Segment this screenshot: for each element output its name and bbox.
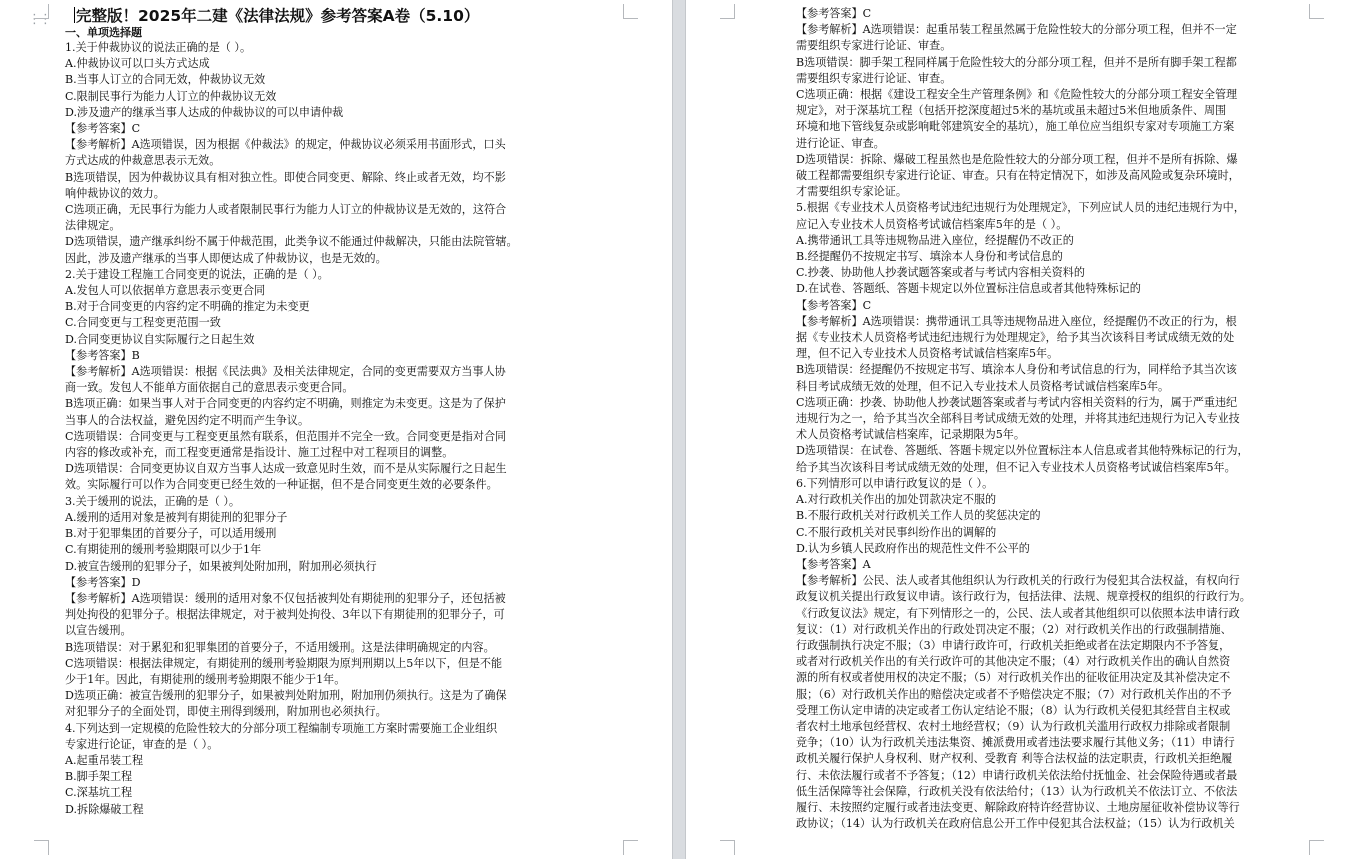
text-line[interactable]: 竞争；（10）认为行政机关违法集资、摊派费用或者违法要求履行其他义务；（11）申请行 <box>796 736 1235 750</box>
text-line[interactable]: 服；（6）对行政机关作出的赔偿决定或者不予赔偿决定不服；（7）对行政机关作出的不予 <box>796 687 1232 701</box>
text-line[interactable]: 【参考解析】A选项错误：携带通讯工具等违规物品进入座位，经提醒仍不改正的行为，根 <box>796 314 1237 328</box>
text-line[interactable]: C.深基坑工程 <box>65 786 133 800</box>
text-line[interactable]: 专家进行论证，审查的是（ ）。 <box>65 737 219 751</box>
text-line[interactable]: 【参考解析】公民、法人或者其他组织认为行政机关的行政行为侵犯其合法权益，有权向行 <box>796 574 1240 588</box>
text-line[interactable]: 环境和地下管线复杂或影响毗邻建筑安全的基坑），施工单位应当组织专家对专项施工方案 <box>796 120 1235 134</box>
text-line[interactable]: 科目考试成绩无效的处理，但不记入专业技术人员资格考试诚信档案库5年。 <box>796 379 1170 393</box>
text-line[interactable]: 政机关履行保护人身权利、财产权利、受教育 利等合法权益的法定职责，行政机关拒绝履 <box>796 752 1233 766</box>
page-corner-mark <box>623 4 638 19</box>
text-line[interactable]: D.被宣告缓刑的犯罪分子，如果被判处附加刑，附加刑必须执行 <box>65 559 377 573</box>
text-line[interactable]: A.发包人可以依据单方意思表示变更合同 <box>65 284 266 298</box>
text-line[interactable]: 响仲裁协议的效力。 <box>65 186 165 200</box>
text-line[interactable]: 才需要组织专家论证。 <box>796 185 907 199</box>
text-line[interactable]: B选项错误：脚手架工程同样属于危险性较大的分部分项工程，但并不是所有脚手架工程都 <box>796 55 1237 69</box>
text-line[interactable]: 据《专业技术人员资格考试违纪违规行为处理规定》，给予其当次该科目考试成绩无效的处 <box>796 331 1235 345</box>
document-title-text[interactable]: 完整版！2025年二建《法律法规》参考答案A卷（5.10） <box>76 7 480 25</box>
text-line[interactable]: 源的所有权或者使用权的决定不服；（5）对行政机关作出的征收征用决定及其补偿决定不 <box>796 671 1231 685</box>
page-corner-mark <box>1309 840 1324 855</box>
text-line[interactable]: 违规行为之一，给予其当次全部科目考试成绩无效的处理，并将其违纪违规行为记入专业技 <box>796 412 1240 426</box>
page-2-text-body <box>796 6 1295 832</box>
document-page-2 <box>686 0 1358 859</box>
text-line[interactable]: D.涉及遗产的继承当事人达成的仲裁协议的可以申请仲裁 <box>65 105 344 119</box>
text-line[interactable]: D.在试卷、答题纸、答题卡规定以外位置标注信息或者其他特殊标记的 <box>796 282 1141 296</box>
text-line[interactable]: 2.关于建设工程施工合同变更的说法，正确的是（ ）。 <box>65 267 329 281</box>
text-line[interactable]: 【参考答案】A <box>796 557 871 571</box>
text-cursor <box>74 7 75 23</box>
text-line[interactable]: B选项错误：对于累犯和犯罪集团的首要分子，不适用缓刑。这是法律明确规定的内容。 <box>65 640 495 654</box>
text-line[interactable]: C选项正确：根据《建设工程安全生产管理条例》和《危险性较大的分部分项工程安全管理 <box>796 88 1238 102</box>
text-line[interactable]: 《行政复议法》规定，有下列情形之一的，公民、法人或者其他组织可以依照本法申请行政 <box>796 606 1240 620</box>
page-corner-mark <box>1309 4 1324 19</box>
text-line[interactable]: 行、未依法履行或者不予答复；（12）申请行政机关依法给付抚恤金、社会保险待遇或者最 <box>796 768 1238 782</box>
text-line[interactable]: 需要组织专家进行论证、审查。 <box>796 71 952 85</box>
text-line[interactable]: 【参考解析】A选项错误：缓刑的适用对象不仅包括被判处有期徒刑的犯罪分子，还包括被 <box>65 591 506 605</box>
text-line[interactable]: 履行、未按照约定履行或者违法变更、解除政府特许经营协议、土地房屋征收补偿协议等行 <box>796 800 1240 814</box>
text-line[interactable]: 低生活保障等社会保障，行政机关没有依法给付；（13）认为行政机关不依法订立、不依法 <box>796 784 1238 798</box>
text-line[interactable]: 1.关于仲裁协议的说法正确的是（ ）。 <box>65 41 252 54</box>
text-line[interactable]: C.不服行政机关对民事纠纷作出的调解的 <box>796 525 997 539</box>
page-corner-mark <box>720 4 735 19</box>
document-title[interactable] <box>73 6 588 26</box>
text-line[interactable]: A.仲裁协议可以口头方式达成 <box>65 57 210 71</box>
page-1-text-body <box>65 40 588 818</box>
text-line[interactable]: 复议：（1）对行政机关作出的行政处罚决定不服；（2）对行政机关作出的行政强制措施、 <box>796 622 1232 636</box>
text-line[interactable]: B选项正确：如果当事人对于合同变更的内容约定不明确，则推定为未变更。这是为了保护 <box>65 397 506 411</box>
text-line[interactable]: 法律规定。 <box>65 219 121 233</box>
text-line[interactable]: 应记入专业技术人员资格考试诚信档案库5年的是（ ）。 <box>796 217 1068 231</box>
text-line[interactable]: 受理工伤认定申请的决定或者工伤认定结论不服；（8）认为行政机关侵犯其经营自主权或 <box>796 703 1231 717</box>
text-line[interactable]: 少于1年。因此，有期徒刑的缓刑考验期限不能少于1年。 <box>65 672 346 686</box>
text-line[interactable]: C选项正确：抄袭、协助他人抄袭试题答案或者与考试内容相关资料的行为，属于严重违纪 <box>796 395 1238 409</box>
text-line[interactable]: D选项正确：被宣告缓刑的犯罪分子，如果被判处附加刑，附加刑仍须执行。这是为了确保 <box>65 689 507 703</box>
text-line[interactable]: 当事人的合法权益，避免因约定不明而产生争议。 <box>65 413 310 427</box>
text-line[interactable]: 破工程都需要组织专家进行论证、审查。只有在特定情况下，如涉及高风险或复杂环境时， <box>796 169 1240 183</box>
document-page-1 <box>0 0 672 859</box>
text-line[interactable]: 方式达成的仲裁意思表示无效。 <box>65 154 221 168</box>
text-line[interactable]: 6.下列情形可以申请行政复议的是（ ）。 <box>796 476 994 490</box>
text-line[interactable]: 者农村土地承包经营权、农村土地经营权；（9）认为行政机关滥用行政权力排除或者限制 <box>796 719 1231 733</box>
text-line[interactable]: 需要组织专家进行论证、审查。 <box>796 39 952 53</box>
text-line[interactable]: 【参考答案】C <box>796 298 872 312</box>
text-line[interactable]: A.起重吊装工程 <box>65 753 144 767</box>
text-line[interactable]: 内容的修改或补充，而工程变更通常是指设计、施工过程中对工程项目的调整。 <box>65 446 454 460</box>
text-line[interactable]: 因此，涉及遗产继承的当事人即便达成了仲裁协议，也是无效的。 <box>65 251 387 265</box>
text-line[interactable]: 3.关于缓刑的说法，正确的是（ ）。 <box>65 494 240 508</box>
text-line[interactable]: 行政强制执行决定不服；（3）申请行政许可，行政机关拒绝或者在法定期限内不予答复， <box>796 638 1231 652</box>
text-line[interactable]: B.当事人订立的合同无效，仲裁协议无效 <box>65 73 266 87</box>
text-line[interactable]: 对犯罪分子的全面处罚，即使主刑得到缓刑，附加刑也必须执行。 <box>65 705 387 719</box>
page-corner-mark <box>720 840 735 855</box>
text-line[interactable]: D.认为乡镇人民政府作出的规范性文件不公平的 <box>796 541 1030 555</box>
text-line[interactable]: 【参考答案】C <box>65 122 141 136</box>
text-line[interactable]: D.拆除爆破工程 <box>65 802 144 816</box>
text-line[interactable]: 判处拘役的犯罪分子。根据法律规定，对于被判处拘役、3年以下有期徒刑的犯罪分子，可 <box>65 608 505 622</box>
text-line[interactable]: 4.下列达到一定规模的危险性较大的分部分项工程编制专项施工方案时需要施工企业组织 <box>65 721 498 735</box>
text-line[interactable]: C.合同变更与工程变更范围一致 <box>65 316 221 330</box>
text-line[interactable]: 给予其当次该科目考试成绩无效的处理，但不记入专业技术人员资格考试诚信档案库5年。 <box>796 460 1236 474</box>
text-line[interactable]: 政协议；（14）认为行政机关在政府信息公开工作中侵犯其合法权益；（15）认为行政机关 <box>796 817 1235 831</box>
text-line[interactable]: C选项错误：合同变更与工程变更虽然有联系，但范围并不完全一致。合同变更是指对合同 <box>65 429 507 443</box>
page-corner-mark <box>34 840 49 855</box>
text-line[interactable]: 【参考答案】D <box>65 575 141 589</box>
text-line[interactable]: C.抄袭、协助他人抄袭试题答案或者与考试内容相关资料的 <box>796 266 1085 280</box>
text-line[interactable]: 理，但不记入专业技术人员资格考试诚信档案库5年。 <box>796 347 1059 361</box>
text-line[interactable]: 进行论证、审查。 <box>796 136 885 150</box>
text-line[interactable]: A.对行政机关作出的加处罚款决定不服的 <box>796 493 997 507</box>
text-line[interactable]: D.合同变更协议自实际履行之日起生效 <box>65 332 255 346</box>
drag-handle-icon[interactable]: ⋮⋮ <box>28 12 50 27</box>
text-line[interactable]: 5.根据《专业技术人员资格考试违纪违规行为处理规定》，下列应试人员的违纪违规行为中， <box>796 201 1245 215</box>
text-line[interactable]: B.不服行政机关对行政机关工作人员的奖惩决定的 <box>796 509 1041 523</box>
text-line[interactable]: 政复议机关提出行政复议申请。该行政行为，包括法律、法规、规章授权的组织的行政行为。 <box>796 590 1251 604</box>
page-corner-mark <box>623 840 638 855</box>
text-line[interactable]: 【参考解析】A选项错误，因为根据《仲裁法》的规定，仲裁协议必须采用书面形式，口头 <box>65 138 506 152</box>
text-line[interactable]: 【参考答案】C <box>796 7 872 20</box>
text-line[interactable]: D选项错误，遗产继承纠纷不属于仲裁范围，此类争议不能通过仲裁解决，只能由法院管辖。 <box>65 235 518 249</box>
text-line[interactable]: D选项错误：合同变更协议自双方当事人达成一致意见时生效，而不是从实际履行之日起生 <box>65 462 507 476</box>
text-line[interactable]: C选项正确，无民事行为能力人或者限制民事行为能力人订立的仲裁协议是无效的，这符合 <box>65 203 507 217</box>
text-line[interactable]: A.携带通讯工具等违规物品进入座位，经提醒仍不改正的 <box>796 233 1074 247</box>
text-line[interactable]: C.限制民事行为能力人订立的仲裁协议无效 <box>65 89 277 103</box>
text-line[interactable]: B.对于犯罪集团的首要分子，可以适用缓刑 <box>65 527 277 541</box>
text-line[interactable]: B.对于合同变更的内容约定不明确的推定为未变更 <box>65 300 310 314</box>
text-line[interactable]: 效。实际履行可以作为合同变更已经生效的一种证据，但不是合同变更生效的必要条件。 <box>65 478 498 492</box>
section-heading[interactable]: 一、单项选择题 <box>65 26 142 39</box>
text-line[interactable]: B选项错误，因为仲裁协议具有相对独立性。即使合同变更、解除、终止或者无效，均不影 <box>65 170 506 184</box>
text-line[interactable]: C.有期徒刑的缓刑考验期限可以少于1年 <box>65 543 262 557</box>
text-line[interactable]: 以宣告缓刑。 <box>65 624 132 638</box>
text-line[interactable]: 规定》，对于深基坑工程（包括开挖深度超过5米的基坑或虽未超过5米但地质条件、周围 <box>796 104 1227 118</box>
text-line[interactable]: D选项错误：拆除、爆破工程虽然也是危险性较大的分部分项工程，但并不是所有拆除、爆 <box>796 152 1238 166</box>
text-line[interactable]: 术人员资格考试诚信档案库，记录期限为5年。 <box>796 428 1025 442</box>
page-corner-mark <box>34 4 49 19</box>
text-line[interactable]: 商一致。发包人不能单方面依据自己的意思表示变更合同。 <box>65 381 354 395</box>
text-line[interactable]: A.缓刑的适用对象是被判有期徒刑的犯罪分子 <box>65 510 288 524</box>
page-gap <box>672 0 686 859</box>
text-line[interactable]: 【参考解析】A选项错误：起重吊装工程虽然属于危险性较大的分部分项工程，但并不一定 <box>796 23 1237 37</box>
text-line[interactable]: B选项错误：经提醒仍不按规定书写、填涂本人身份和考试信息的行为，同样给予其当次该 <box>796 363 1237 377</box>
text-line[interactable]: D选项错误：在试卷、答题纸、答题卡规定以外位置标注本人信息或者其他特殊标记的行为， <box>796 444 1249 458</box>
text-line[interactable]: B.脚手架工程 <box>65 770 133 784</box>
text-line[interactable]: 或者对行政机关作出的有关行政许可的其他决定不服；（4）对行政机关作出的确认自然资 <box>796 655 1231 669</box>
text-line[interactable]: C选项错误：根据法律规定，有期徒刑的缓刑考验期限为原判刑期以上5年以下，但是不能 <box>65 656 503 670</box>
text-line[interactable]: 【参考答案】B <box>65 348 140 362</box>
text-line[interactable]: 【参考解析】A选项错误：根据《民法典》及相关法律规定，合同的变更需要双方当事人协 <box>65 365 506 379</box>
text-line[interactable]: B.经提醒仍不按规定书写、填涂本人身份和考试信息的 <box>796 250 1063 264</box>
